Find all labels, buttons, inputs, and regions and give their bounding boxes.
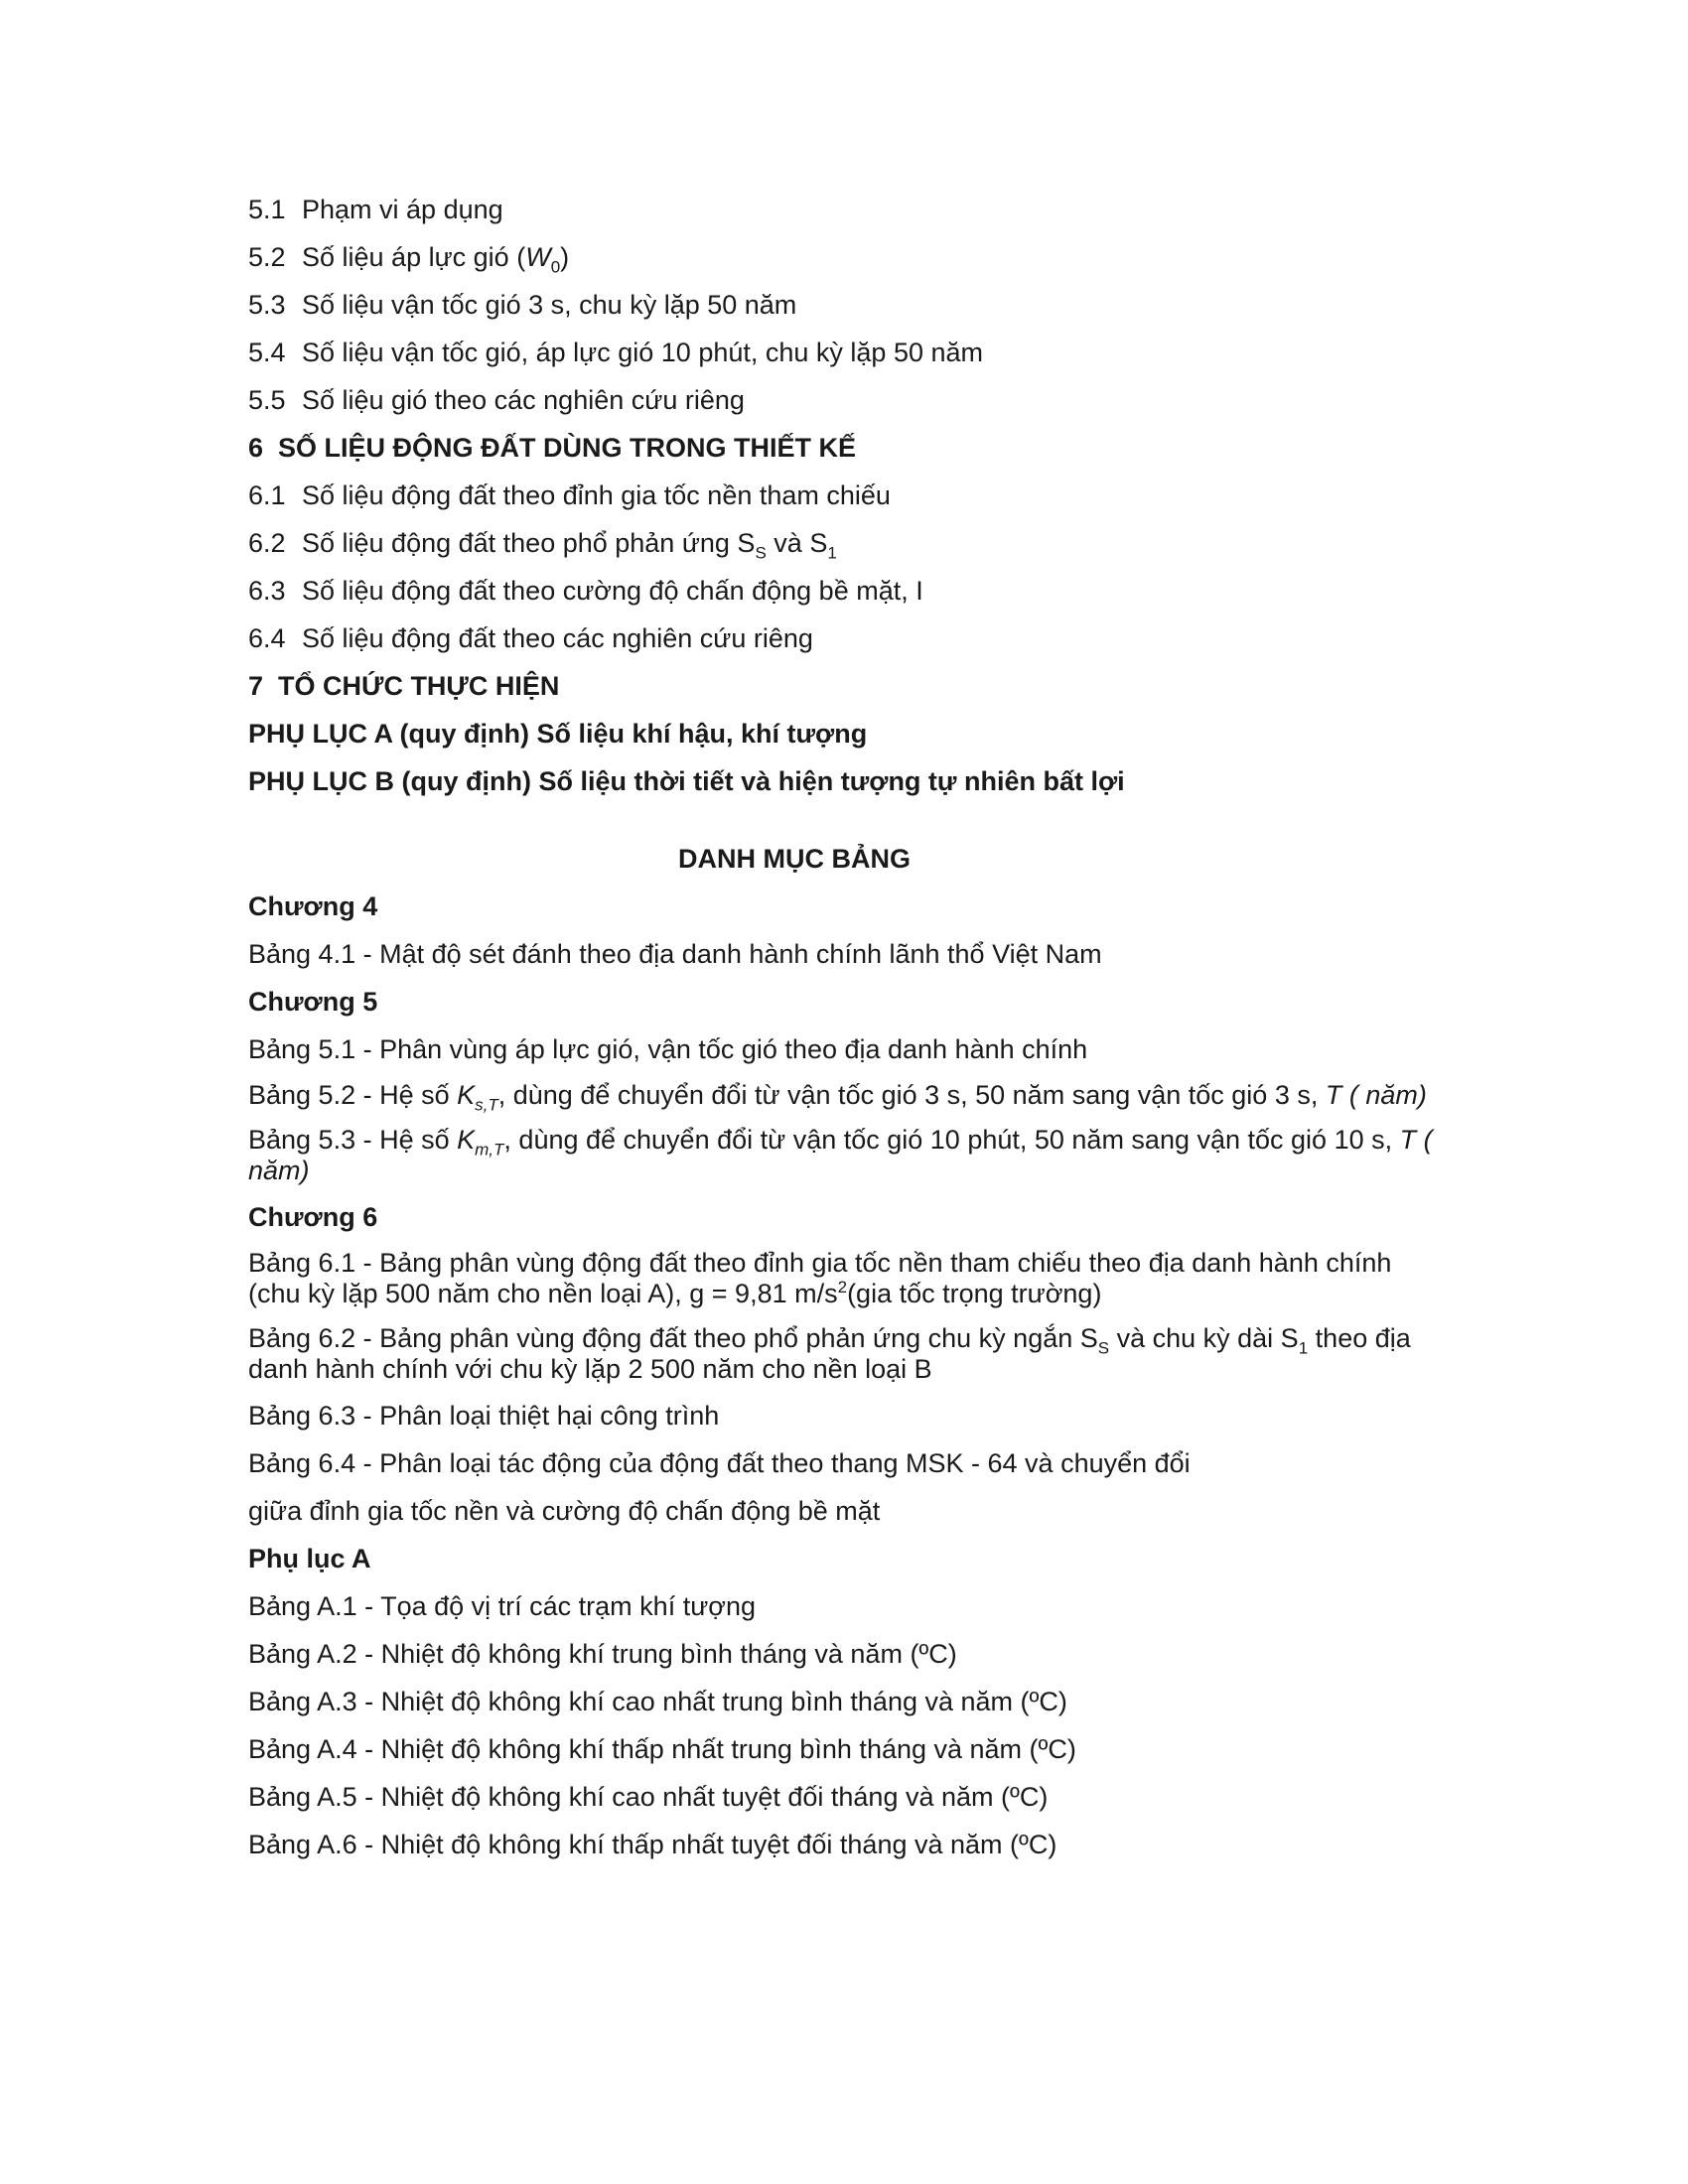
toc-text: Số liệu vận tốc gió 3 s, chu kỳ lặp 50 năm [302, 290, 797, 320]
toc-appendix-b [248, 764, 1440, 798]
toc-number: 5.4 [248, 338, 286, 367]
entry-text: Bảng 5.2 - Hệ số [248, 1080, 458, 1110]
toc-text: ) [560, 242, 570, 272]
toc-item-5-3 [248, 288, 1440, 322]
toc-text: PHỤ LỤC B (quy định) Số liệu thời tiết và hiện tượng tự nhiên bất lợi [248, 766, 1125, 796]
toc-text: Số liệu động đất theo đỉnh gia tốc nền tham chiếu [302, 480, 891, 510]
entry-subscript: s,T [475, 1095, 498, 1115]
entry-subscript: S [1097, 1338, 1110, 1358]
entry-text: Bảng 6.1 - Bảng phân vùng động đất theo đỉnh gia tốc nền tham chiếu theo địa danh hành chính (chu kỳ lặp 500 năm cho nền loại A), g = 9,81 m/s [248, 1248, 1392, 1308]
entry-text: và chu kỳ dài S [1109, 1323, 1299, 1353]
entry-subscript: 1 [1298, 1338, 1309, 1358]
table-entry-5-1: Bảng 5.1 - Phân vùng áp lực gió, vận tốc gió theo địa danh hành chính [248, 1034, 1088, 1064]
list-of-tables-title: DANH MỤC BẢNG [678, 844, 911, 874]
toc-text: Phạm vi áp dụng [302, 195, 503, 224]
chapter-4-heading: Chương 4 [248, 891, 378, 921]
toc-variable: W [525, 242, 551, 272]
toc-item-6-2 [248, 526, 1440, 563]
toc-item-6-4 [248, 621, 1440, 655]
toc-number: 6.1 [248, 480, 286, 510]
table-entry-6-1 [248, 1248, 1440, 1309]
toc-number: 6 [248, 433, 264, 463]
entry-text: (gia tốc trọng trường) [847, 1279, 1102, 1308]
toc-item-5-4 [248, 336, 1440, 369]
document-page [248, 193, 1440, 1875]
toc-text: PHỤ LỤC A (quy định) Số liệu khí hậu, khí tượng [248, 719, 868, 749]
toc-appendix-a [248, 717, 1440, 751]
toc-subscript: 1 [827, 543, 837, 563]
entry-text: Bảng 6.2 - Bảng phân vùng động đất theo phổ phản ứng chu kỳ ngắn S [248, 1323, 1098, 1353]
toc-text: SỐ LIỆU ĐỘNG ĐẤT DÙNG TRONG THIẾT KẾ [278, 433, 857, 463]
table-entry-6-4-line2: giữa đỉnh gia tốc nền và cường độ chấn động bề mặt [248, 1496, 881, 1526]
chapter-6-heading: Chương 6 [248, 1202, 378, 1232]
toc-item-5-2 [248, 240, 1440, 277]
toc-number: 6.4 [248, 623, 286, 653]
toc-item-5-5 [248, 383, 1440, 417]
entry-subscript: m,T [475, 1140, 504, 1160]
toc-item-5-1 [248, 193, 1440, 226]
toc-number: 6.3 [248, 576, 286, 606]
toc-text: Số liệu áp lực gió ( [302, 242, 526, 272]
entry-text-italic: T ( năm) [248, 1125, 1433, 1185]
toc-text: Số liệu động đất theo cường độ chấn động bề mặt, I [302, 576, 923, 606]
appendix-a-heading: Phụ lục A [248, 1544, 371, 1573]
table-entry-6-4-line1: Bảng 6.4 - Phân loại tác động của động đất theo thang MSK - 64 và chuyển đổi [248, 1448, 1191, 1478]
toc-text: Số liệu động đất theo các nghiên cứu riêng [302, 623, 813, 653]
chapter-5-heading: Chương 5 [248, 987, 378, 1017]
toc-text: Số liệu vận tốc gió, áp lực gió 10 phút, chu kỳ lặp 50 năm [302, 338, 983, 367]
toc-item-7 [248, 669, 1440, 703]
table-entry-a-6: Bảng A.6 - Nhiệt độ không khí thấp nhất tuyệt đối tháng và năm (ºC) [248, 1830, 1057, 1859]
toc-number: 6.2 [248, 528, 286, 558]
toc-subscript: 0 [550, 257, 561, 277]
table-entry-6-2 [248, 1323, 1440, 1385]
entry-variable: K [457, 1080, 476, 1110]
table-entry-a-5: Bảng A.5 - Nhiệt độ không khí cao nhất tuyệt đối tháng và năm (ºC) [248, 1782, 1049, 1812]
toc-item-6-3 [248, 574, 1440, 608]
entry-text-italic: T ( năm) [1325, 1080, 1427, 1110]
toc-text: TỔ CHỨC THỰC HIỆN [278, 671, 560, 701]
table-entry-a-4: Bảng A.4 - Nhiệt độ không khí thấp nhất trung bình tháng và năm (ºC) [248, 1734, 1076, 1764]
entry-superscript: 2 [837, 1278, 848, 1297]
table-entry-5-2 [248, 1080, 1440, 1115]
toc-number: 5.2 [248, 242, 286, 272]
toc-number: 7 [248, 671, 264, 701]
entry-text: theo địa danh hành chính với chu kỳ lặp 2 500 năm cho nền loại B [248, 1323, 1411, 1384]
toc-text: Số liệu động đất theo phổ phản ứng S [302, 528, 756, 558]
toc-item-6 [248, 431, 1440, 465]
entry-variable: K [457, 1125, 476, 1155]
toc-number: 5.5 [248, 385, 286, 415]
table-entry-4-1: Bảng 4.1 - Mật độ sét đánh theo địa danh hành chính lãnh thổ Việt Nam [248, 939, 1102, 969]
toc-number: 5.3 [248, 290, 286, 320]
entry-text: Bảng 5.3 - Hệ số [248, 1125, 458, 1155]
entry-text: , dùng để chuyển đổi từ vận tốc gió 3 s, 50 năm sang vận tốc gió 3 s, [497, 1080, 1326, 1110]
entry-text: , dùng để chuyển đổi từ vận tốc gió 10 phút, 50 năm sang vận tốc gió 10 s, [503, 1125, 1400, 1155]
table-entry-6-3: Bảng 6.3 - Phân loại thiệt hại công trình [248, 1401, 720, 1431]
table-entry-a-1: Bảng A.1 - Tọa độ vị trí các trạm khí tượng [248, 1591, 757, 1621]
table-entry-a-2: Bảng A.2 - Nhiệt độ không khí trung bình tháng và năm (ºC) [248, 1639, 957, 1669]
toc-item-6-1 [248, 478, 1440, 512]
table-entry-5-3 [248, 1125, 1440, 1186]
toc-subscript: S [755, 543, 767, 563]
toc-text: và S [766, 528, 828, 558]
table-entry-a-3: Bảng A.3 - Nhiệt độ không khí cao nhất trung bình tháng và năm (ºC) [248, 1687, 1067, 1716]
toc-text: Số liệu gió theo các nghiên cứu riêng [302, 385, 745, 415]
toc-number: 5.1 [248, 195, 286, 224]
